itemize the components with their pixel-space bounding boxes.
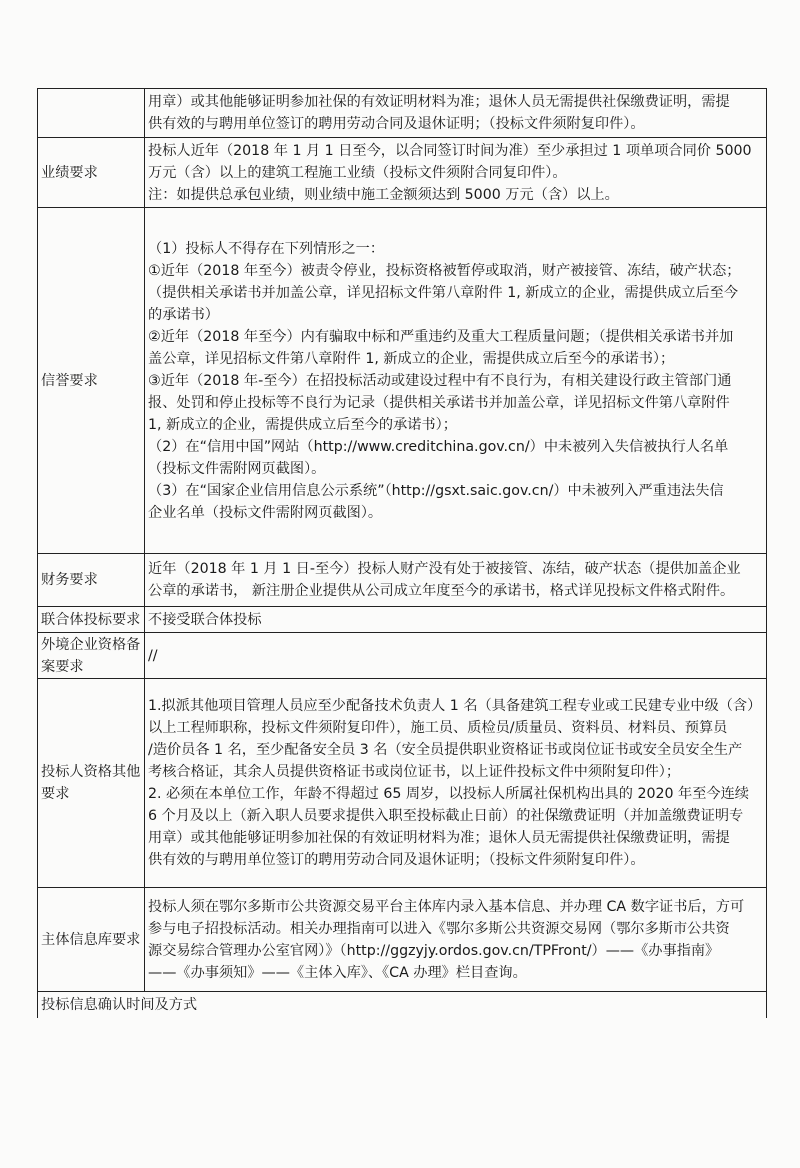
credit-content <box>145 208 767 554</box>
text-line: 注：如提供总承包业绩，则业绩中施工金额须达到 5000 万元（含）以上。 <box>148 186 619 203</box>
text-line: 用章）或其他能够证明参加社保的有效证明材料为准；退休人员无需提供社保缴费证明，需提 <box>148 830 730 846</box>
row-finance <box>38 554 767 607</box>
row-foreign <box>38 633 767 679</box>
text-line: （2）在“信用中国”网站（http://www.creditchina.gov.cn/）中未被列入失信被执行人名单 <box>148 438 729 455</box>
social-security-tail-content <box>145 89 767 138</box>
text-line: ②近年（2018 年至今）内有骗取中标和严重违约及重大工程质量问题；（提供相关承诺书并加 <box>148 328 734 345</box>
finance-content <box>145 554 767 607</box>
performance-label: 业绩要求 <box>38 138 145 208</box>
tender-requirements-table <box>37 88 767 1018</box>
text-line: 供有效的与聘用单位签订的聘用劳动合同及退休证明；（投标文件须附复印件）。 <box>148 852 645 868</box>
foreign-label: 外境企业资格备案要求 <box>38 633 145 679</box>
text-line: ——《办事须知》——《主体入库》、《CA 办理》栏目查询。 <box>148 964 527 981</box>
entity-db-label: 主体信息库要求 <box>38 888 145 992</box>
text-line: 1.拟派其他项目管理人员应至少配备技术负责人 1 名（具备建筑工程专业或工民建专业中级（含） <box>148 698 762 714</box>
text-line: 投标人须在鄂尔多斯市公共资源交易平台主体库内录入基本信息、并办理 CA 数字证书后，方可 <box>148 898 745 915</box>
text-line: 企业名单（投标文件需附网页截图）。 <box>148 504 383 521</box>
text-line: 2. 必须在本单位工作，年龄不得超过 65 周岁，以投标人所属社保机构出具的 2020 年至今连续 <box>148 786 749 802</box>
text-line: 用章）或其他能够证明参加社保的有效证明材料为准；退休人员无需提供社保缴费证明，需提 <box>148 94 730 110</box>
credit-label: 信誉要求 <box>38 208 145 554</box>
text-line: （1）投标人不得存在下列情形之一： <box>148 240 385 257</box>
text-line: 万元（含）以上的建筑工程施工业绩（投标文件须附合同复印件）。 <box>148 164 567 181</box>
finance-label: 财务要求 <box>38 554 145 607</box>
row-label-empty <box>38 89 145 138</box>
text-line: /造价员各 1 名，至少配备安全员 3 名（安全员提供职业资格证书或岗位证书或安全员安全生产 <box>148 742 743 758</box>
row-credit <box>38 208 767 554</box>
other-qualification-label: 投标人资格其他要求 <box>38 679 145 888</box>
text-line: （投标文件需附网页截图）。 <box>148 460 326 477</box>
text-line: 近年（2018 年 1 月 1 日-至今）投标人财产没有处于被接管、冻结，破产状态（提供加盖企业 <box>148 561 741 577</box>
consortium-content <box>145 607 767 633</box>
text-line: （提供相关承诺书并加盖公章，详见招标文件第八章附件 1, 新成立的企业，需提供成立后至今 <box>148 284 739 301</box>
text-line: 供有效的与聘用单位签订的聘用劳动合同及退休证明；（投标文件须附复印件）。 <box>148 116 645 132</box>
text-line: // <box>148 647 158 664</box>
text-line: 1, 新成立的企业，需提供成立后至今的承诺书）； <box>148 416 457 433</box>
text-line: 的承诺书） <box>148 306 219 323</box>
text-line: 参与电子招投标活动。相关办理指南可以进入《鄂尔多斯公共资源交易网（鄂尔多斯市公共资 <box>148 920 730 937</box>
entity-db-content <box>145 888 767 992</box>
text-line: 报、处罚和停止投标等不良行为记录（提供相关承诺书并加盖公章，详见招标文件第八章附件 <box>148 394 730 411</box>
row-consortium <box>38 607 767 633</box>
text-line: 盖公章，详见招标文件第八章附件 1, 新成立的企业，需提供成立后至今的承诺书）； <box>148 350 675 367</box>
text-line: 考核合格证，其余人员提供资格证书或岗位证书，以上证件投标文件中须附复印件）； <box>148 764 681 780</box>
text-line: 6 个月及以上（新入职人员要求提供入职至投标截止日前）的社保缴费证明（并加盖缴费证明专 <box>148 808 744 824</box>
text-line: 以上工程师职称，投标文件须附复印件），施工员、质检员/质量员、资料员、材料员、预算员 <box>148 720 728 736</box>
row-social-security-tail <box>38 89 767 138</box>
foreign-content <box>145 633 767 679</box>
text-line: 公章的承诺书， 新注册企业提供从公司成立年度至今的承诺书，格式详见投标文件格式附件。 <box>148 583 735 599</box>
text-line: ③近年（2018 年-至今）在招投标活动或建设过程中有不良行为，有相关建设行政主管部门通 <box>148 372 732 389</box>
confirmation-label: 投标信息确认时间及方式 <box>38 992 767 1018</box>
text-line: （3）在“国家企业信用信息公示系统”（http://gsxt.saic.gov.cn/）中未被列入严重违法失信 <box>148 482 724 499</box>
row-confirmation <box>38 992 767 1018</box>
other-qualification-content <box>145 679 767 888</box>
row-other-qualification <box>38 679 767 888</box>
text-line: 不接受联合体投标 <box>148 611 262 628</box>
row-entity-db <box>38 888 767 992</box>
row-performance <box>38 138 767 208</box>
text-line: 投标人近年（2018 年 1 月 1 日至今，以合同签订时间为准）至少承担过 1 项单项合同价 5000 <box>148 142 752 159</box>
text-line: 源交易综合管理办公室官网）》（http://ggzyjy.ordos.gov.cn/TPFront/）——《办事指南》 <box>148 942 720 959</box>
text-line: ①近年（2018 年至今）被责令停业，投标资格被暂停或取消，财产被接管、冻结，破产状态； <box>148 262 741 279</box>
consortium-label: 联合体投标要求 <box>38 607 145 633</box>
performance-content <box>145 138 767 208</box>
